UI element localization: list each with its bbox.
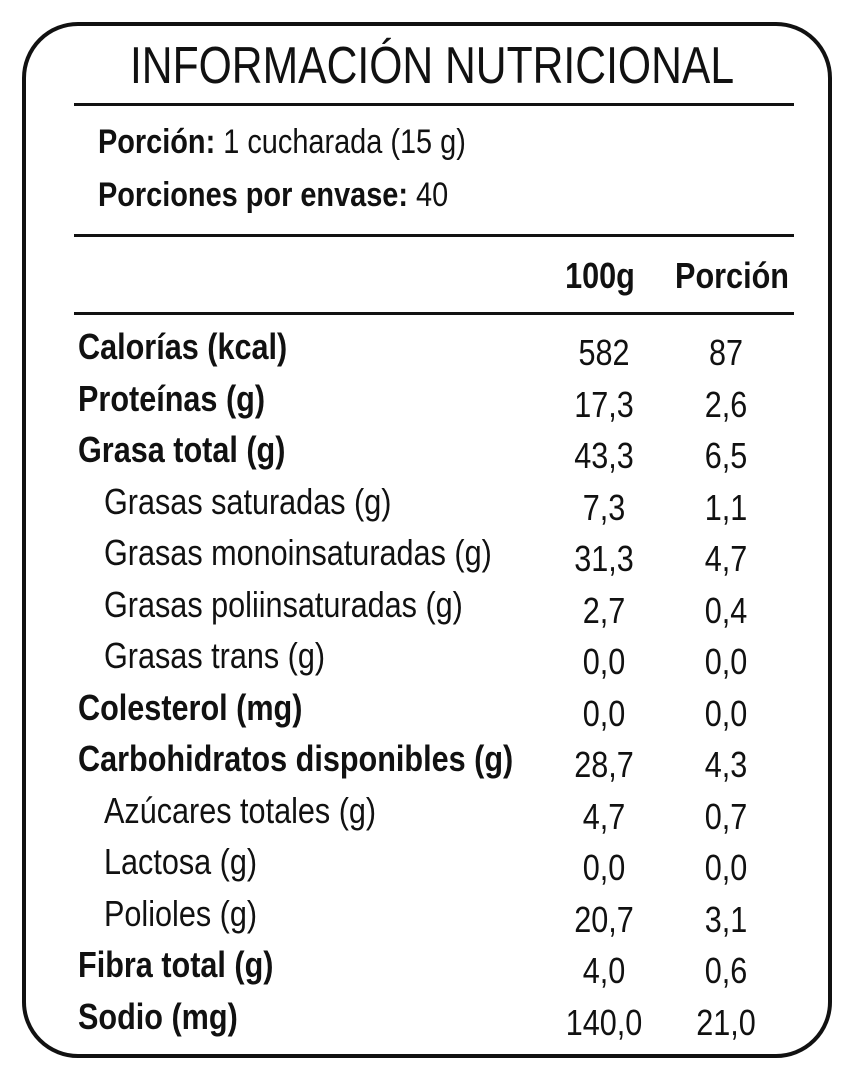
nutrient-name: Lactosa (g) [104,841,258,882]
value-per-100g: 7,3 [582,486,626,528]
nutrient-row [0,322,864,374]
nutrient-name: Grasas monoinsaturadas (g) [104,532,492,573]
nutrient-row [0,940,864,992]
nutrient-row [0,580,864,632]
nutrient-row [0,374,864,426]
nutrient-row [0,631,864,683]
value-per-serving: 87 [708,332,744,373]
value-per-100g: 0,0 [582,847,626,888]
value-per-serving: 0,4 [704,589,748,631]
value-per-100g: 17,3 [574,383,634,425]
value-per-100g: 2,7 [582,589,626,631]
serving-size-label: Porción: [98,123,216,161]
column-header-100g: 100g [565,255,635,296]
nutrient-row [0,786,864,838]
nutrient-name: Grasas trans (g) [104,635,326,676]
value-per-100g: 31,3 [574,538,634,579]
servings-per-container [98,175,448,215]
nutrient-name: Proteínas (g) [78,377,266,419]
value-per-serving: 2,6 [704,383,748,425]
value-per-100g: 140,0 [565,1001,643,1043]
header-divider [74,312,794,315]
value-per-serving: 4,3 [704,744,748,785]
value-per-serving: 1,1 [704,486,748,528]
value-per-100g: 4,0 [582,950,626,991]
servings-per-container-label: Porciones por envase: [98,176,408,214]
value-per-100g: 43,3 [574,435,634,476]
nutrient-row [0,477,864,529]
serving-divider [74,234,794,237]
nutrient-row [0,683,864,735]
value-per-100g: 20,7 [574,898,634,940]
nutrient-name: Azúcares totales (g) [104,789,377,831]
value-per-serving: 6,5 [704,435,748,476]
nutrient-name: Grasas saturadas (g) [104,480,392,522]
value-per-serving: 0,6 [704,950,748,991]
value-per-serving: 3,1 [704,898,748,940]
value-per-100g: 0,0 [582,641,626,682]
nutrient-row [0,528,864,580]
value-per-serving: 21,0 [696,1001,756,1043]
nutrient-name: Grasas poliinsaturadas (g) [104,583,463,625]
nutrient-row [0,837,864,889]
nutrient-row [0,992,864,1044]
label-title: INFORMACIÓN NUTRICIONAL [129,37,735,95]
nutrient-name: Sodio (mg) [78,995,238,1037]
value-per-100g: 4,7 [582,795,626,837]
nutrient-name: Colesterol (mg) [78,686,303,728]
nutrient-name: Grasa total (g) [78,429,286,470]
value-per-100g: 0,0 [582,692,626,734]
column-header-portion: Porción [675,255,789,296]
nutrient-name: Fibra total (g) [78,944,274,985]
title-divider [74,103,794,106]
value-per-serving: 4,7 [704,538,748,579]
nutrient-row [0,734,864,786]
nutrient-name: Calorías (kcal) [78,326,288,367]
nutrient-row [0,889,864,941]
servings-per-container-value: 40 [416,176,449,214]
nutrient-table [0,322,864,1043]
value-per-100g: 28,7 [574,744,634,785]
value-per-serving: 0,0 [704,847,748,888]
serving-size [98,122,466,162]
value-per-100g: 582 [578,332,630,373]
nutrient-name: Carbohidratos disponibles (g) [78,738,514,779]
value-per-serving: 0,7 [704,795,748,837]
serving-size-value: 1 cucharada (15 g) [223,123,466,161]
nutrient-row [0,425,864,477]
nutrient-name: Polioles (g) [104,892,258,934]
value-per-serving: 0,0 [704,692,748,734]
value-per-serving: 0,0 [704,641,748,682]
